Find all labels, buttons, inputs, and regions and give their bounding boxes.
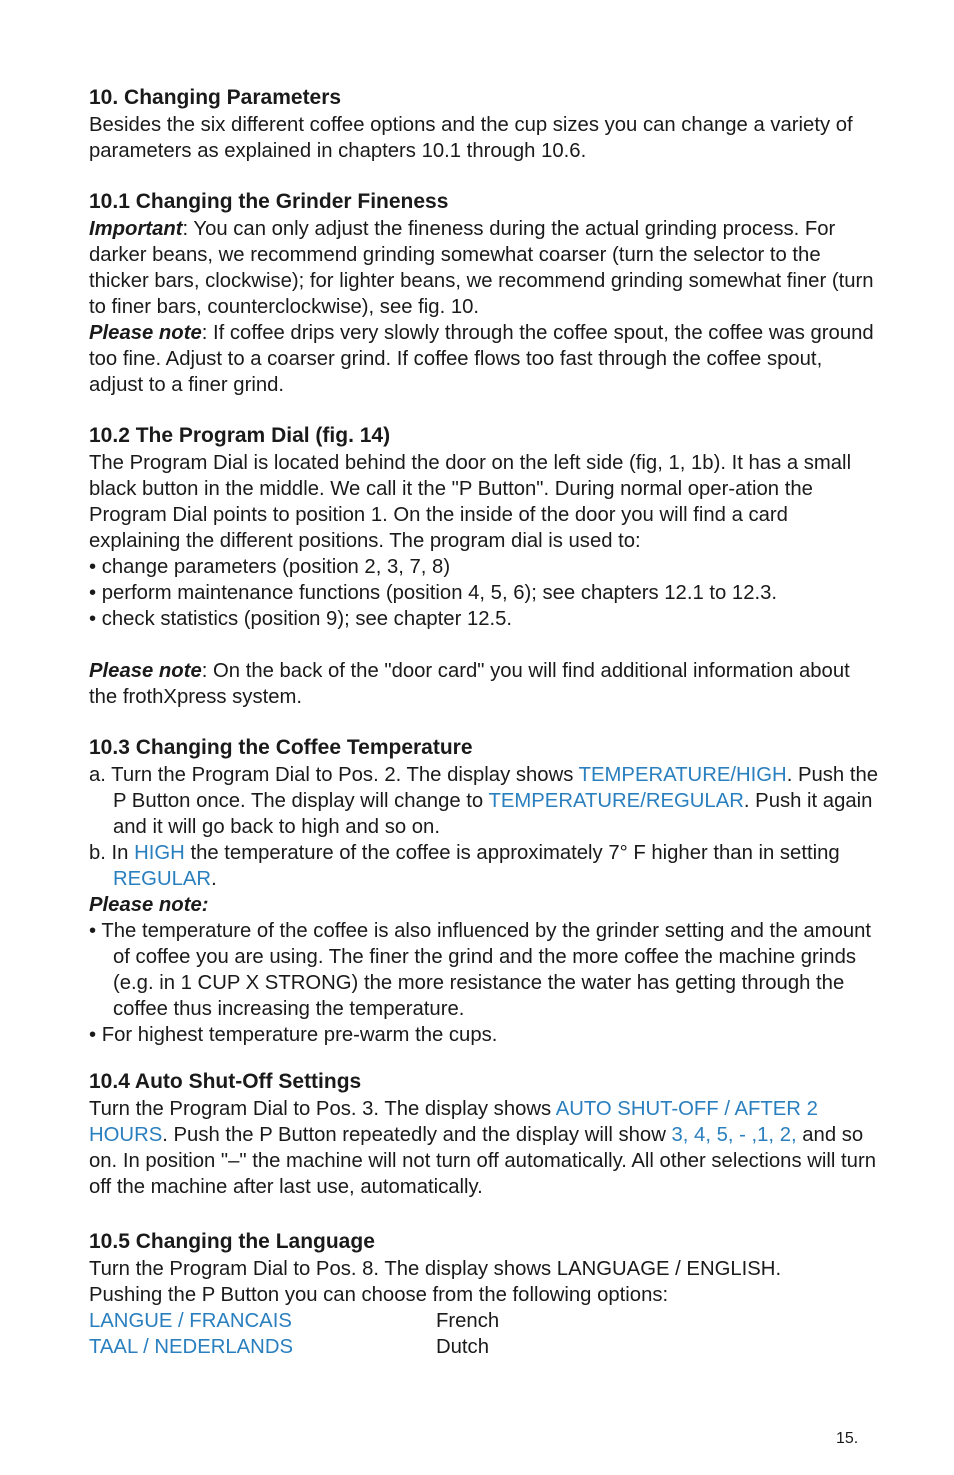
language-option-row — [89, 1308, 879, 1334]
heading-10-1: 10.1 Changing the Grinder Fineness — [89, 190, 449, 213]
list-item: • check statistics (position 9); see chapter 12.5. — [89, 608, 513, 630]
note-label: Please note — [89, 660, 202, 682]
paragraph-10-2-intro: The Program Dial is located behind the door on the left side (fig, 1, 1b). It has a small black button in the middle. We call it the "P Button". During normal oper-ation the Program Dial points to position 1. On the inside of the door you will find a card explaining the different positions. The program dial is used to: — [89, 452, 852, 552]
display-text-auto-shutoff: AUTO SHUT-OFF / AFTER 2 HOURS — [89, 1098, 818, 1146]
note-text: : On the back of the "door card" you will find additional information about the frothXpress system. — [89, 660, 850, 708]
display-text-hours-sequence: 3, 4, 5, - ,1, 2, — [671, 1124, 797, 1146]
paragraph-10-4 — [89, 1096, 879, 1200]
display-text-temperature-regular: TEMPERATURE/REGULAR — [488, 790, 744, 812]
auto-off-text-1: Turn the Program Dial to Pos. 3. The display shows — [89, 1098, 556, 1120]
paragraph-10-1-note — [89, 320, 879, 398]
step-b-text-3: . — [211, 868, 217, 890]
step-a-text-3: . Push it again and it will go back to high and so on. — [113, 790, 873, 838]
heading-10: 10. Changing Parameters — [89, 86, 342, 109]
step-b-text-2: the temperature of the coffee is approximately 7° F higher than in setting — [184, 842, 840, 864]
paragraph-10-5-1: Turn the Program Dial to Pos. 8. The display shows LANGUAGE / ENGLISH. — [89, 1258, 782, 1280]
important-label: Important — [89, 218, 183, 240]
heading-10-4: 10.4 Auto Shut-Off Settings — [89, 1070, 362, 1093]
important-text: : You can only adjust the fineness during the actual grinding process. For darker beans, we recommend grinding somewhat coarser (turn the selector to the thicker bars, clockwise); for lighter beans, we recommend grinding somewhat finer (turn to finer bars, counterclockwise), see fig. 10. — [89, 218, 874, 318]
heading-10-5: 10.5 Changing the Language — [89, 1230, 375, 1253]
manual-page — [89, 84, 879, 1360]
language-display-text: TAAL / NEDERLANDS — [89, 1336, 293, 1358]
paragraph-10-5-2: Pushing the P Button you can choose from the following options: — [89, 1284, 669, 1306]
paragraph-10-2-note — [89, 658, 879, 710]
display-text-regular: REGULAR — [113, 868, 212, 890]
auto-off-text-2: . Push the P Button repeatedly and the display will show — [162, 1124, 672, 1146]
list-item: • For highest temperature pre-warm the cups. — [89, 1024, 498, 1046]
list-item: • perform maintenance functions (position 4, 5, 6); see chapters 12.1 to 12.3. — [89, 582, 778, 604]
paragraph-10-1-important — [89, 216, 879, 320]
list-item: • The temperature of the coffee is also influenced by the grinder setting and the amount of coffee you are using. The finer the grind and the more coffee the machine grinds (e.g. in 1 CUP X STRONG) the more resistance the water has getting through the coffee thus increasing the temperature. — [89, 920, 872, 1020]
language-name: Dutch — [436, 1336, 489, 1358]
language-display-text: LANGUE / FRANCAIS — [89, 1310, 292, 1332]
note-text: : If coffee drips very slowly through the coffee spout, the coffee was ground too fine. Adjust to a coarser grind. If coffee flows too fast through the coffee spout, adjust to a finer grind. — [89, 322, 874, 396]
step-a-text-1: a. Turn the Program Dial to Pos. 2. The display shows — [89, 764, 579, 786]
step-a-text-2: . Push the P Button once. The display will change to — [113, 764, 879, 812]
language-name: French — [436, 1310, 500, 1332]
heading-10-2: 10.2 The Program Dial (fig. 14) — [89, 424, 391, 447]
list-item: • change parameters (position 2, 3, 7, 8) — [89, 556, 451, 578]
heading-10-3: 10.3 Changing the Coffee Temperature — [89, 736, 473, 759]
step-b — [89, 840, 879, 892]
page-number: 15. — [836, 1430, 859, 1447]
step-a — [89, 762, 879, 840]
note-label: Please note — [89, 322, 202, 344]
display-text-temperature-high: TEMPERATURE/HIGH — [578, 764, 787, 786]
display-text-high: HIGH — [134, 842, 185, 864]
note-label: Please note: — [89, 894, 209, 916]
language-option-row — [89, 1334, 879, 1360]
paragraph-10-intro: Besides the six different coffee options and the cup sizes you can change a variety of parameters as explained in chapters 10.1 through 10.6. — [89, 114, 853, 162]
step-b-text-1: b. In — [89, 842, 135, 864]
auto-off-text-3: and so on. In position "–" the machine will not turn off automatically. All other selections will turn off the machine after last use, automatically. — [89, 1124, 876, 1198]
